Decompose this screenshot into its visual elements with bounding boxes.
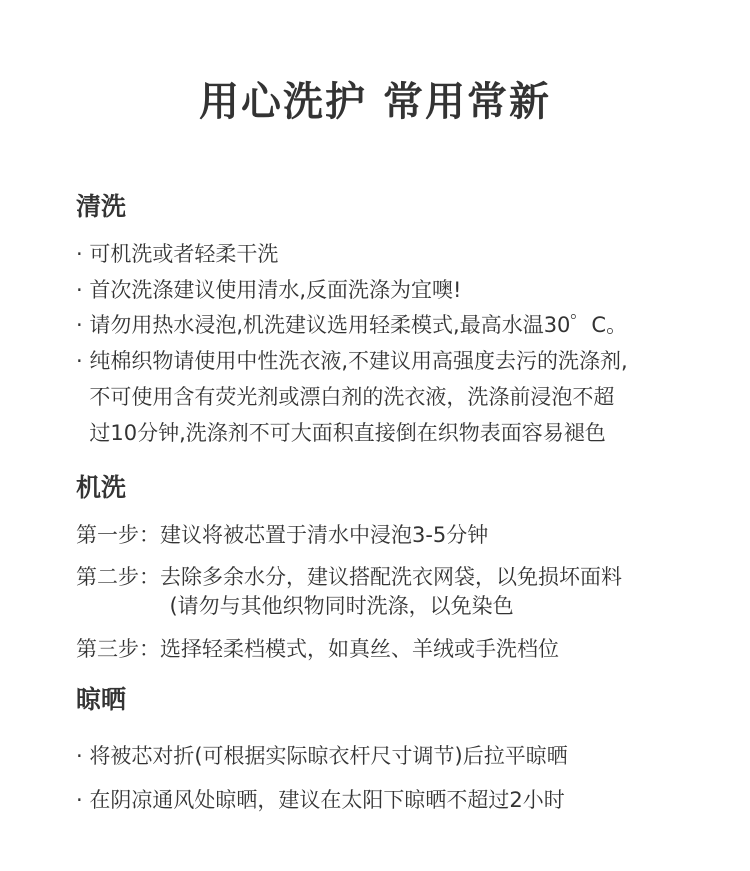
section-heading-machine: 机洗 bbox=[76, 473, 127, 502]
machine-step-1: 第一步：建议将被芯置于清水中浸泡3-5分钟 bbox=[76, 523, 489, 547]
machine-step-2: 第二步：去除多余水分，建议搭配洗衣网袋，以免损坏面料 bbox=[76, 565, 622, 589]
wash-item-4: · 纯棉织物请使用中性洗衣液,不建议用高强度去污的洗涤剂, bbox=[76, 349, 628, 373]
wash-item-4-cont-2: 过10分钟,洗涤剂不可大面积直接倒在织物表面容易褪色 bbox=[76, 421, 606, 445]
wash-item-4-cont-1: 不可使用含有荧光剂或漂白剂的洗衣液，洗涤前浸泡不超 bbox=[76, 385, 615, 409]
section-heading-wash: 清洗 bbox=[76, 192, 127, 221]
wash-item-1: · 可机洗或者轻柔干洗 bbox=[76, 242, 279, 266]
wash-item-2: · 首次洗涤建议使用清水,反面洗涤为宜噢! bbox=[76, 278, 462, 302]
wash-item-3: · 请勿用热水浸泡,机洗建议选用轻柔模式,最高水温30゜C。 bbox=[76, 313, 628, 337]
dry-item-1: · 将被芯对折(可根据实际晾衣杆尺寸调节)后拉平晾晒 bbox=[76, 744, 568, 768]
dry-item-2: · 在阴凉通风处晾晒，建议在太阳下晾晒不超过2小时 bbox=[76, 788, 565, 812]
section-heading-dry: 晾晒 bbox=[76, 685, 127, 714]
machine-step-3: 第三步：选择轻柔档模式，如真丝、羊绒或手洗档位 bbox=[76, 637, 559, 661]
machine-step-2-cont: (请勿与其他织物同时洗涤，以免染色 bbox=[76, 594, 514, 618]
page-title: 用心洗护 常用常新 bbox=[199, 79, 551, 125]
